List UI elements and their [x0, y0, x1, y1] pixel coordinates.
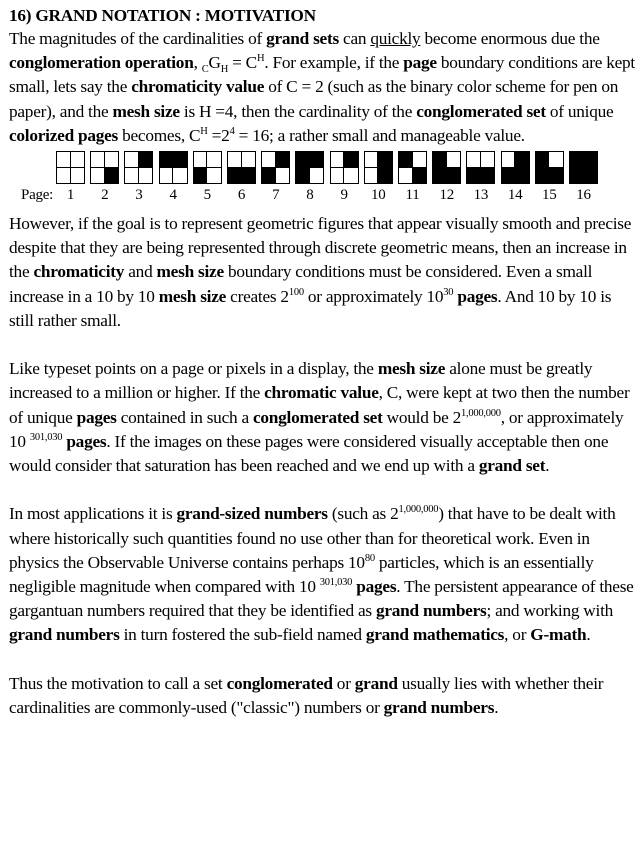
page-tile [227, 151, 256, 184]
tile-cell [433, 168, 447, 184]
tile-cell [139, 152, 153, 168]
tile-cell [276, 152, 290, 168]
paragraph-typeset: Like typeset points on a page or pixels in a display, the mesh size alone must be greatly increased to a million or higher. If the chromatic value, C, were kept at two then the number of unique pages contained in such a conglomerated set would be 2$^{1,000,000}$, or approximately 10 $^{301,030}$ pages. If the images on these pages were considered visually acceptable then one would consider that saturation has been reached and we end up with a grand set. [9, 359, 630, 476]
tile-cell [262, 152, 276, 168]
tile-cell [105, 168, 119, 184]
page-number: 3 [135, 187, 143, 204]
tile-cell [378, 152, 392, 168]
tile-cell [378, 168, 392, 184]
page-number: 1 [66, 187, 75, 204]
page-tile [569, 151, 598, 184]
page-tile [261, 151, 290, 184]
tile-cell [502, 168, 516, 184]
page-number: 5 [203, 187, 211, 204]
tile-cell [194, 152, 208, 168]
tile-cell [91, 168, 105, 184]
tile-cell [57, 168, 71, 184]
page-number: 10 [371, 187, 386, 204]
page-number: 4 [169, 187, 177, 204]
tile-cell [413, 168, 427, 184]
tile-cell [515, 168, 529, 184]
page-figure [9, 151, 639, 211]
page-number: 15 [542, 187, 557, 204]
tile-cell [242, 152, 256, 168]
tile-cell [365, 152, 379, 168]
page-tile [193, 151, 222, 184]
page-number: 12 [439, 187, 454, 204]
tile-cell [160, 152, 174, 168]
page-tile [466, 151, 495, 184]
tile-cell [331, 168, 345, 184]
tile-cell [296, 152, 310, 168]
tile-cell [71, 152, 85, 168]
tile-cell [173, 168, 187, 184]
tile-cell [194, 168, 208, 184]
tile-cell [276, 168, 290, 184]
page-tile [56, 151, 85, 184]
page-tile [330, 151, 359, 184]
page-tile [535, 151, 564, 184]
page-number: 11 [405, 187, 420, 204]
page-tile [398, 151, 427, 184]
tile-cell [570, 168, 584, 184]
page-number: 16 [576, 187, 591, 204]
tile-cell [125, 168, 139, 184]
page-tile [501, 151, 530, 184]
tile-cell [344, 152, 358, 168]
tile-cell [570, 152, 584, 168]
tile-cell [105, 152, 119, 168]
tile-cell [584, 168, 598, 184]
page-tile [432, 151, 461, 184]
page-number: 9 [340, 187, 348, 204]
tile-cell [447, 152, 461, 168]
document-page [9, 4, 639, 720]
page-tile [295, 151, 324, 184]
tile-cell [365, 168, 379, 184]
tile-cell [331, 152, 345, 168]
tile-cell [91, 152, 105, 168]
tile-cell [71, 168, 85, 184]
tile-cell [447, 168, 461, 184]
tile-cell [125, 152, 139, 168]
page-number: 8 [306, 187, 314, 204]
tile-cell [399, 152, 413, 168]
paragraph-gap [9, 333, 639, 357]
tile-cell [57, 152, 71, 168]
tile-cell [467, 168, 481, 184]
paragraph-however: However, if the goal is to represent geometric figures that appear visually smooth and precise despite that they are being represented through discrete geometric means, then an increase in the chromaticity and mesh size boundary conditions must be considered. Even a small increase in a 10 by 10 mesh size creates $2^{100}$ or approximately $10^{30}$ pages. And 10 by 10 is still rather small. [9, 214, 632, 330]
tile-cell [310, 152, 324, 168]
tile-cell [296, 168, 310, 184]
tile-cell [549, 168, 563, 184]
page-tile [90, 151, 119, 184]
paragraph-gap [9, 478, 639, 502]
page-tile [124, 151, 153, 184]
page-number: 6 [237, 187, 246, 204]
tile-cell [344, 168, 358, 184]
tile-cell [467, 152, 481, 168]
tile-cell [502, 152, 516, 168]
tile-cell [584, 152, 598, 168]
tile-cell [536, 152, 550, 168]
tile-cell [139, 168, 153, 184]
tile-cell [228, 168, 242, 184]
paragraph-intro: The magnitudes of the cardinalities of grand sets can quickly become enormous due the conglomeration operation, $_CG_H = C^H$. For example, if the page boundary conditions are kept small, lets say the chromaticity value of C = 2 (such as the binary color scheme for pen on paper), and the mesh size is H =4, then the cardinality of the conglomerated set of unique colorized pages becomes, $C^H =2^4 = 16$; a rather small and manageable value. [9, 29, 635, 145]
tile-cell [310, 168, 324, 184]
paragraph-gap [9, 648, 639, 672]
page-number: 7 [272, 187, 280, 204]
tile-cell [242, 168, 256, 184]
section-heading: 16) GRAND NOTATION : MOTIVATION [9, 6, 316, 25]
tile-cell [160, 168, 174, 184]
tile-cell [207, 168, 221, 184]
tile-cell [536, 168, 550, 184]
tile-cell [173, 152, 187, 168]
page-number: 14 [507, 187, 523, 204]
tile-cell [481, 152, 495, 168]
tile-cell [399, 168, 413, 184]
tile-cell [228, 152, 242, 168]
tile-cell [207, 152, 221, 168]
page-tile [364, 151, 393, 184]
paragraph-applications: In most applications it is grand-sized numbers (such as 2$^{1,000,000}$) that have to be dealt with where historically such quantities found no use other than for theoretical work. Even in physics the Observable Universe contains perhaps $10^{80}$ particles, which is an essentially negligible magnitude when compared with 10 $^{301,030}$ pages. The persistent appearance of these gargantuan numbers required that they be identified as grand numbers; and working with grand numbers in turn fostered the sub-field named grand mathematics, or G-math. [9, 504, 634, 645]
page-label: Page: [21, 187, 54, 204]
tile-cell [515, 152, 529, 168]
page-number: 2 [101, 187, 109, 204]
page-number: 13 [473, 187, 489, 204]
page-tile [159, 151, 188, 184]
tile-cell [433, 152, 447, 168]
tile-cell [262, 168, 276, 184]
paragraph-conclusion: Thus the motivation to call a set conglomerated or grand usually lies with whether their cardinalities are commonly-used ("classic") numbers or grand numbers. [9, 673, 604, 718]
tile-cell [481, 168, 495, 184]
tile-cell [549, 152, 563, 168]
tile-cell [413, 152, 427, 168]
